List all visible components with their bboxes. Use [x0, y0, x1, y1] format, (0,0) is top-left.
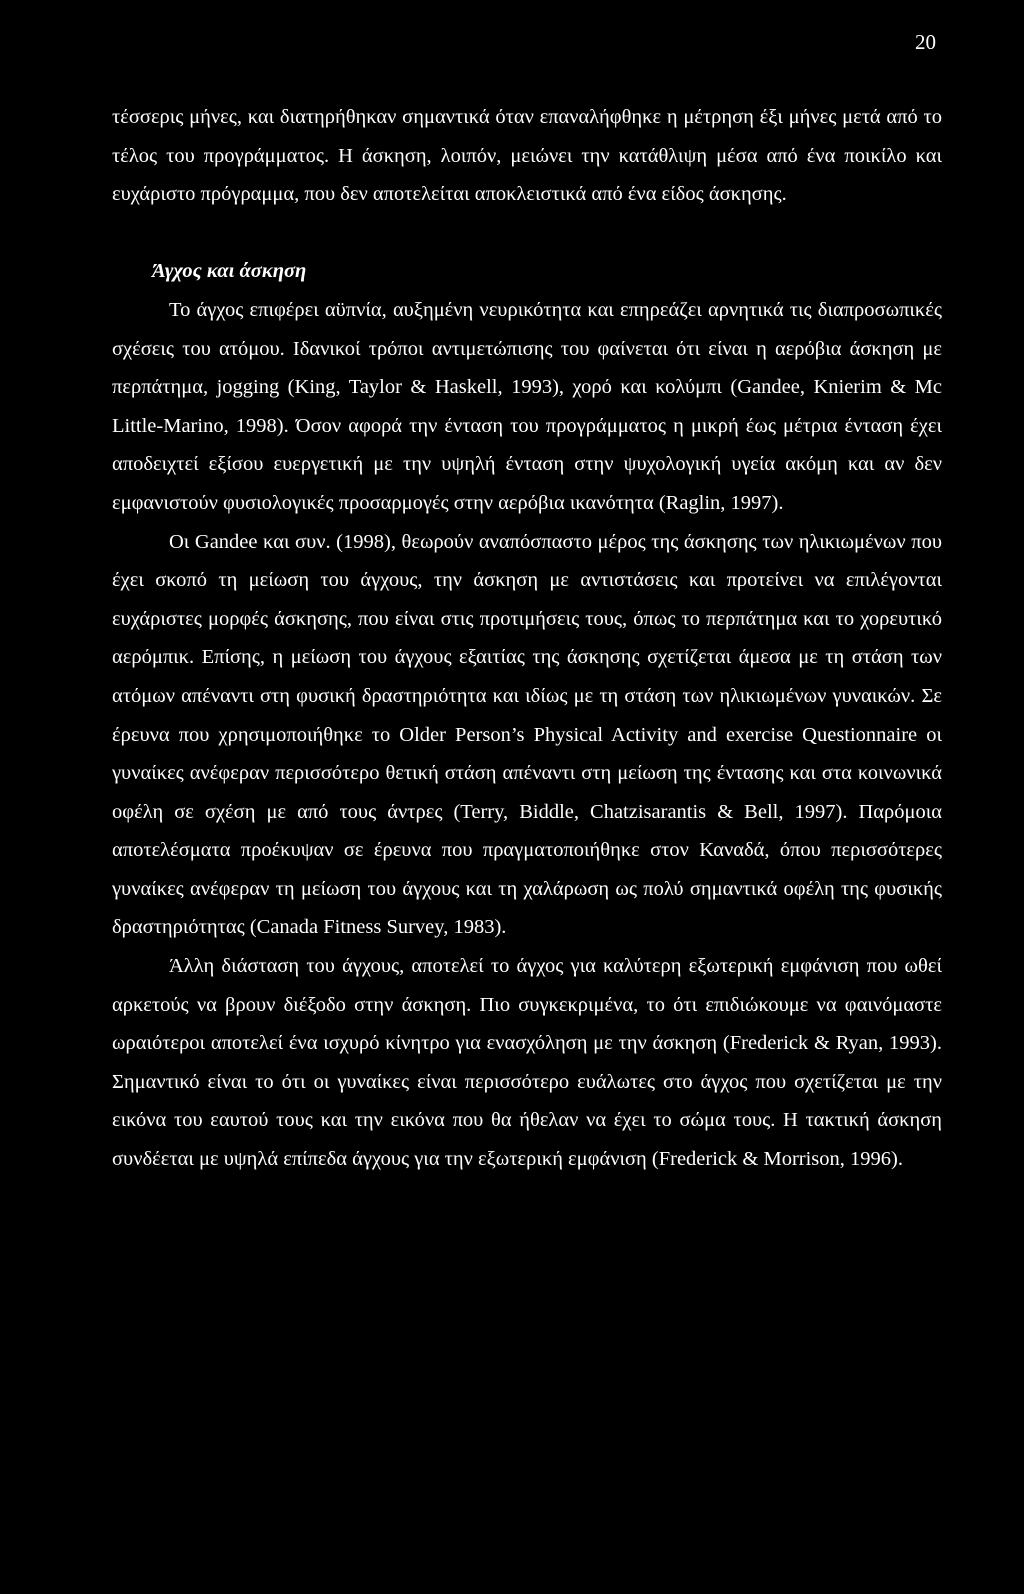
- page-number: 20: [915, 30, 936, 54]
- paragraph: Άλλη διάσταση του άγχους, αποτελεί το άγχος για καλύτερη εξωτερική εμφάνιση που ωθεί αρκετούς να βρουν διέξοδο στην άσκηση. Πιο συγκεκριμένα, το ότι επιδιώκουμε να φαινόμαστε ωραιότεροι αποτελεί ένα ισχυρό κίνητρο για ενασχόληση με την άσκηση (Frederick & Ryan, 1993). Σημαντικό είναι το ότι οι γυναίκες είναι περισσότερο ευάλωτες στο άγχος που σχετίζεται με την εικόνα του εαυτού τους και την εικόνα που θα ήθελαν να έχει το σώμα τους. Η τακτική άσκηση συνδέεται με υψηλά επίπεδα άγχους για την εξωτερική εμφάνιση (Frederick & Morrison, 1996).: [112, 955, 942, 1171]
- paragraph: Οι Gandee και συν. (1998), θεωρούν αναπόσπαστο μέρος της άσκησης των ηλικιωμένων που έχει σκοπό τη μείωση του άγχους, την άσκηση με αντιστάσεις και προτείνει να επιλέγονται ευχάριστες μορφές άσκησης, που είναι στις προτιμήσεις τους, όπως το περπάτημα και το χορευτικό αερόμπικ. Επίσης, η μείωση του άγχους εξαιτίας της άσκησης σχετίζεται άμεσα με τη στάση των ατόμων απέναντι στη φυσική δραστηριότητα και ιδίως με τη στάση των ηλικιωμένων γυναικών. Σε έρευνα που χρησιμοποιήθηκε το Older Person’s Physical Activity and exercise Questionnaire οι γυναίκες ανέφεραν περισσότερο θετική στάση απέναντι στη μείωση της έντασης και στα κοινωνικά οφέλη σε σχέση με από τους άντρες (Terry, Biddle, Chatzisarantis & Bell, 1997). Παρόμοια αποτελέσματα προέκυψαν σε έρευνα που πραγματοποιήθηκε στον Καναδά, όπου περισσότερες γυναίκες ανέφεραν τη μείωση του άγχους και τη χαλάρωση ως πολύ σημαντικά οφέλη της φυσικής δραστηριότητας (Canada Fitness Survey, 1983).: [112, 530, 942, 939]
- paragraph: Το άγχος επιφέρει αϋπνία, αυξημένη νευρικότητα και επηρεάζει αρνητικά τις διαπροσωπικές σχέσεις του ατόμου. Ιδανικοί τρόποι αντιμετώπισης του φαίνεται ότι είναι η αερόβια άσκηση με περπάτημα, jogging (King, Taylor & Haskell, 1993), χορό και κολύμπι (Gandee, Knierim & Mc Little-Marino, 1998). Όσον αφορά την ένταση του προγράμματος η μικρή έως μέτρια ένταση έχει αποδειχτεί εξίσου ευεργετική με την υψηλή ένταση στην ψυχολογική υγεία ακόμη και αν δεν εμφανιστούν φυσιολογικές προσαρμογές στην αερόβια ικανότητα (Raglin, 1997).: [112, 298, 942, 514]
- intro-paragraph: τέσσερις μήνες, και διατηρήθηκαν σημαντικά όταν επαναλήφθηκε η μέτρηση έξι μήνες μετά από το τέλος του προγράμματος. Η άσκηση, λοιπόν, μειώνει την κατάθλιψη μέσα από ένα ποικίλο και ευχάριστο πρόγραμμα, που δεν αποτελείται αποκλειστικά από ένα είδος άσκησης.: [112, 106, 942, 206]
- document-body: [112, 98, 942, 1179]
- section-heading: Άγχος και άσκηση: [152, 260, 307, 283]
